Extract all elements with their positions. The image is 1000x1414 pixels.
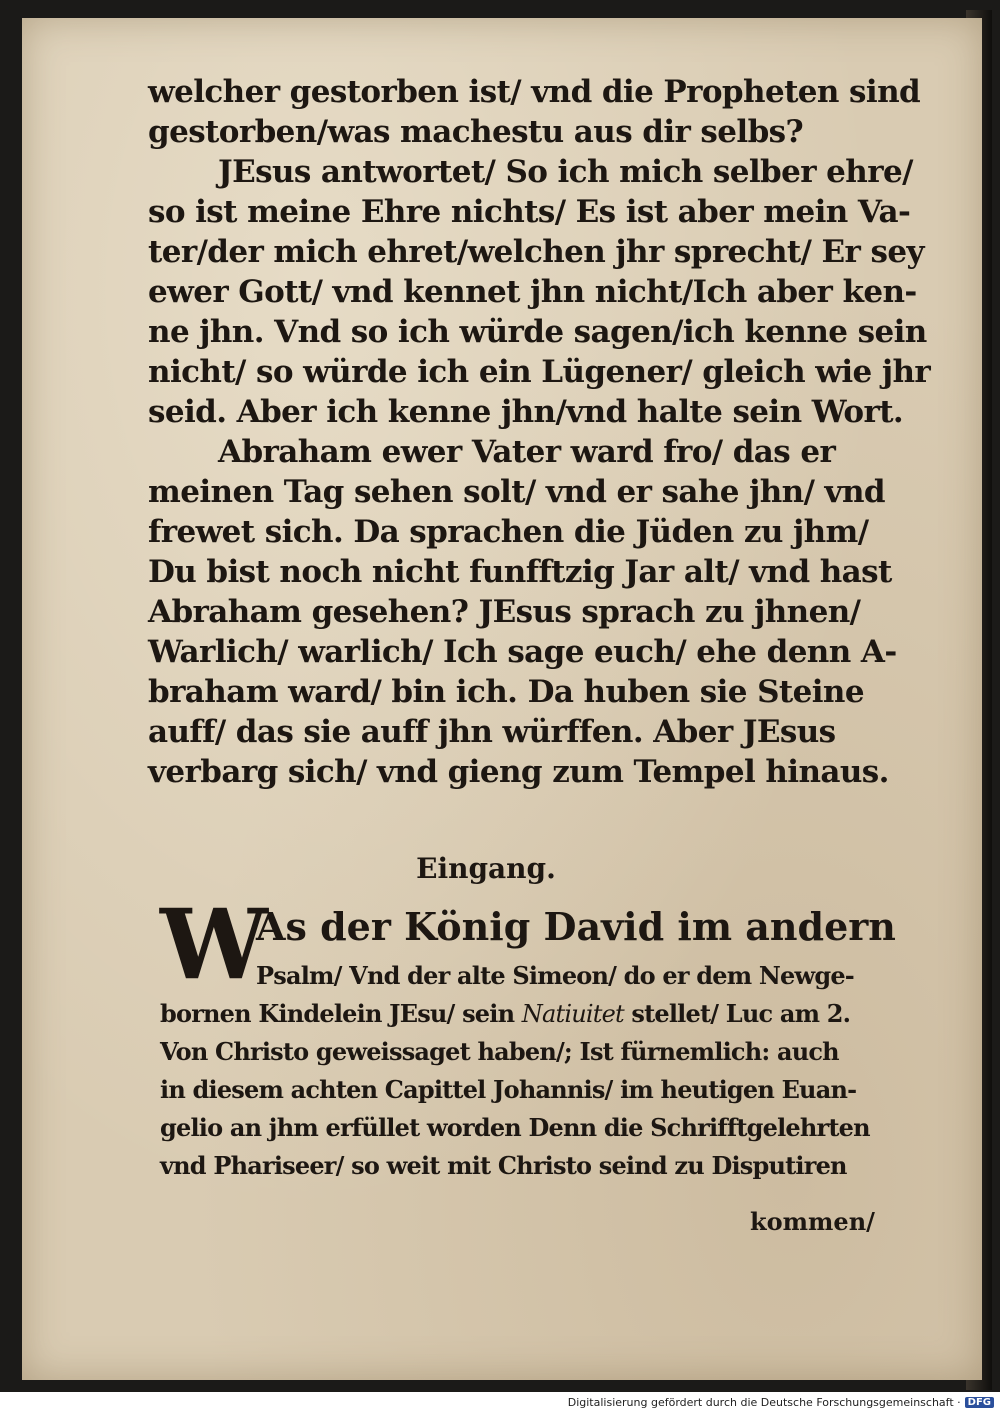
decorated-initial: W [160, 888, 268, 1001]
text-line: Warlich/ warlich/ Ich sage euch/ ehe denn A- [148, 634, 897, 670]
text-segment: bornen Kindelein JEsu/ sein [160, 999, 522, 1028]
section-heading: Eingang. [416, 852, 556, 885]
commentary-first-line: As der König David im andern [256, 904, 896, 949]
text-line: verbarg sich/ vnd gieng zum Tempel hinaus. [148, 754, 889, 790]
dfg-logo: DFG [965, 1397, 994, 1408]
text-line [160, 995, 970, 1033]
text-line: ne jhn. Vnd so ich würde sagen/ich kenne sein [148, 314, 927, 350]
text-line: Du bist noch nicht funfftzig Jar alt/ vnd hast [148, 554, 892, 590]
text-line: Abraham ewer Vater ward fro/ das er [218, 434, 836, 470]
text-line: meinen Tag sehen solt/ vnd er sahe jhn/ vnd [148, 474, 885, 510]
text-line: in diesem achten Capittel Johannis/ im heutigen Euan- [160, 1075, 857, 1104]
text-line: auff/ das sie auff jhn würffen. Aber JEsus [148, 714, 836, 750]
text-line: seid. Aber ich kenne jhn/vnd halte sein Wort. [148, 394, 904, 430]
text-line: so ist meine Ehre nichts/ Es ist aber mein Va- [148, 194, 911, 230]
text-line: vnd Phariseer/ so weit mit Christo seind zu Disputiren [160, 1151, 847, 1180]
text-line: braham ward/ bin ich. Da huben sie Steine [148, 674, 864, 710]
text-line: JEsus antwortet/ So ich mich selber ehre/ [218, 154, 913, 190]
text-line: ewer Gott/ vnd kennet jhn nicht/Ich aber ken- [148, 274, 917, 310]
text-line: welcher gestorben ist/ vnd die Propheten sind [148, 74, 921, 110]
text-line: ter/der mich ehret/welchen jhr sprecht/ Er sey [148, 234, 924, 270]
text-line: Von Christo geweissaget haben/; Ist fürnemlich: auch [160, 1037, 839, 1066]
catchword: kommen/ [750, 1207, 875, 1236]
text-line: Psalm/ Vnd der alte Simeon/ do er dem Newge- [256, 961, 854, 990]
text-line: nicht/ so würde ich ein Lügener/ gleich wie jhr [148, 354, 931, 390]
scripture-text [148, 72, 968, 792]
credit-text: Digitalisierung gefördert durch die Deutsche Forschungsgemeinschaft · [567, 1396, 961, 1409]
text-line: gelio an jhm erfüllet worden Denn die Schrifftgelehrten [160, 1113, 870, 1142]
text-line: gestorben/was machestu aus dir selbs? [148, 114, 804, 150]
text-segment: stellet/ Luc am 2. [623, 999, 851, 1028]
latin-word: Natiuitet [521, 1000, 624, 1028]
text-line: Abraham gesehen? JEsus sprach zu jhnen/ [148, 594, 861, 630]
text-line: frewet sich. Da sprachen die Jüden zu jhm/ [148, 514, 869, 550]
digitization-credit [568, 1396, 994, 1409]
commentary-text [160, 888, 970, 1185]
